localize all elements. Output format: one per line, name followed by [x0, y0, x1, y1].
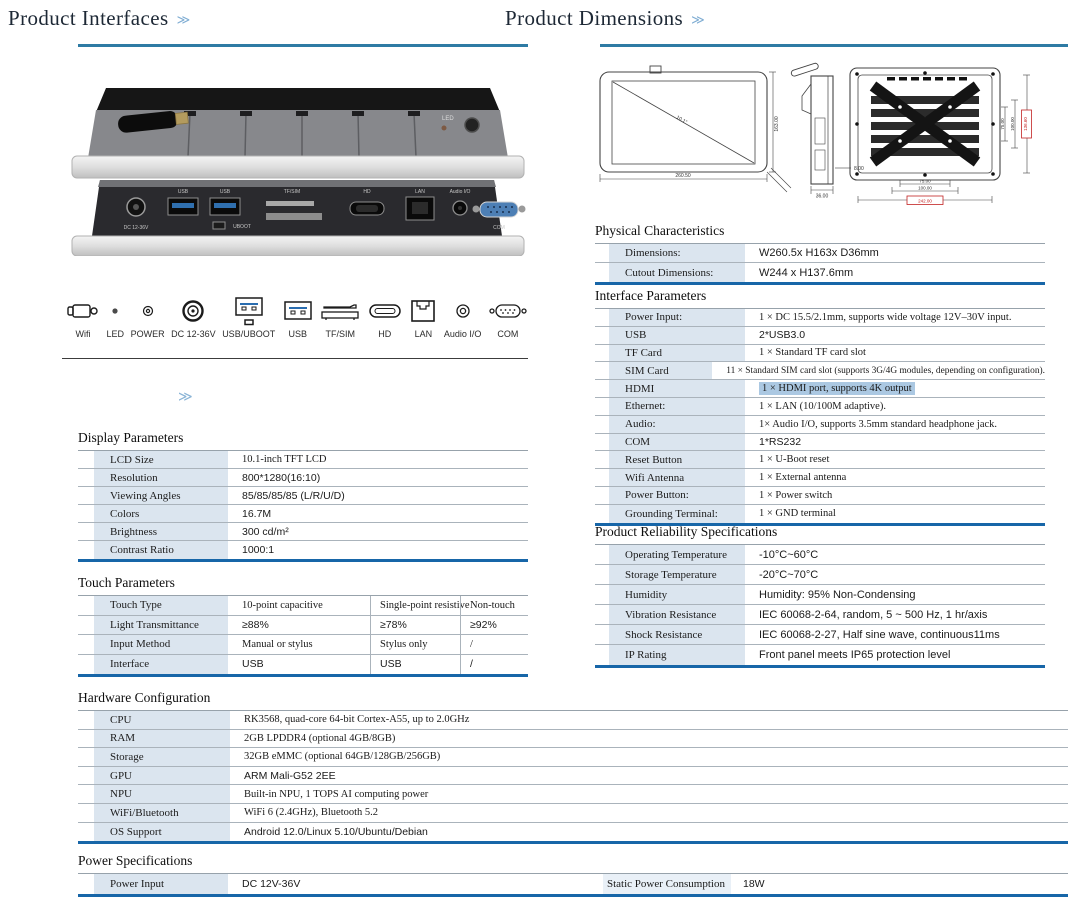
legend-item-power: POWER: [131, 296, 165, 339]
table-row: HDMI 1 × HDMI port, supports 4K output: [595, 380, 1045, 398]
port-label-dc: DC 12-36V: [123, 225, 149, 231]
dimension-drawings: [595, 56, 1071, 220]
table-row: Touch Type 10-point capacitive Single-point resistive Non-touch: [78, 596, 528, 616]
table-row: Operating Temperature -10°C~60°C: [595, 545, 1045, 565]
table-row: COM 1*RS232: [595, 434, 1045, 452]
table-row: Input Method Manual or stylus Stylus only /: [78, 635, 528, 655]
table-row: GPU ARM Mali-G52 2EE: [78, 767, 1068, 786]
legend-item-hd: HD: [367, 296, 403, 339]
port-label-audio: Audio I/O: [449, 189, 471, 195]
table-row: CPU RK3568, quad-core 64-bit Cortex-A55, up to 2.0GHz: [78, 711, 1068, 730]
audio-icon: [453, 296, 473, 326]
table-row: Storage Temperature -20°C~70°C: [595, 565, 1045, 585]
table-row: Power Input: 1 × DC 15.5/2.1mm, supports wide voltage 12V–30V input.: [595, 309, 1045, 327]
reliability-section: [595, 524, 1045, 668]
table-row: USB 2*USB3.0: [595, 327, 1045, 345]
dim-side-offset: 8.00: [854, 166, 864, 172]
table-row: Colors 16.7M: [78, 505, 528, 523]
power-specifications-table: [78, 873, 1068, 897]
table-row: TF Card 1 × Standard TF card slot: [595, 345, 1045, 363]
port-label-com: COM: [493, 225, 505, 231]
table-row: Wifi Antenna 1 × External antenna: [595, 469, 1045, 487]
legend-item-usb: USB: [282, 296, 314, 339]
table-row: RAM 2GB LPDDR4 (optional 4GB/8GB): [78, 730, 1068, 749]
usb-uboot-icon: [232, 296, 266, 326]
table-row: Interface USB USB /: [78, 655, 528, 675]
spec-value: DC 12V-36V: [242, 878, 301, 890]
photo-top-edge: [72, 88, 524, 178]
physical-characteristics-section: [595, 223, 1045, 285]
legend-item-wifi: Wifi: [66, 296, 100, 339]
section-title: Product Reliability Specifications: [595, 524, 778, 539]
table-row: Reset Button 1 × U-Boot reset: [595, 451, 1045, 469]
reliability-table: [595, 544, 1045, 668]
table-row: IP Rating Front panel meets IP65 protection level: [595, 645, 1045, 665]
port-label-usb1: USB: [177, 189, 189, 195]
interface-parameters-section: [595, 288, 1045, 526]
legend-item-led: LED: [107, 296, 125, 339]
display-parameters-table: [78, 450, 528, 562]
table-row: Contrast Ratio 1000:1: [78, 541, 528, 559]
table-row: Shock Resistance IEC 60068-2-27, Half sine wave, continuous11ms: [595, 625, 1045, 645]
left-divider: [62, 358, 528, 359]
display-parameters-section: [78, 430, 528, 562]
led-label: LED: [442, 116, 454, 122]
table-row: Ethernet: 1 × LAN (10/100M adaptive).: [595, 398, 1045, 416]
section-title: Power Specifications: [78, 853, 193, 868]
lan-icon: [409, 296, 437, 326]
legend-item-usb-uboot: USB/UBOOT: [222, 296, 275, 339]
interface-parameters-table: [595, 308, 1045, 526]
hardware-configuration-table: [78, 710, 1068, 844]
port-label-uboot: UBOOT: [233, 224, 251, 230]
table-row: SIM Card 11 × Standard SIM card slot (supports 3G/4G modules, depending on configuration).: [595, 362, 1045, 380]
table-row: Storage 32GB eMMC (optional 64GB/128GB/256GB): [78, 748, 1068, 767]
dim-back-vesa-w2: 100.00: [918, 185, 932, 191]
table-row: NPU Built-in NPU, 1 TOPS AI computing power: [78, 785, 1068, 804]
power-specifications-section: [78, 853, 1068, 897]
spec-label: Power Input: [94, 874, 228, 894]
dc-jack-icon: [180, 296, 206, 326]
dim-front-height: 163.00: [774, 116, 780, 132]
table-row: Light Transmittance ≥88% ≥78% ≥92%: [78, 616, 528, 636]
spec-label: Static Power Consumption: [603, 874, 731, 894]
right-section-title: [505, 6, 705, 31]
right-title-text: Product Dimensions: [505, 6, 684, 30]
section-title: Touch Parameters: [78, 575, 175, 590]
table-row: Viewing Angles 85/85/85/85 (L/R/U/D): [78, 487, 528, 505]
touch-parameters-table: [78, 595, 528, 677]
left-heading-underline: [78, 44, 528, 47]
port-label-tfsim: TF/SIM: [283, 189, 301, 195]
section-title: Physical Characteristics: [595, 223, 725, 238]
usb-icon: [282, 296, 314, 326]
touch-parameters-section: [78, 575, 528, 677]
dim-back-cutout-w: 242.00: [918, 198, 932, 204]
table-row: Grounding Terminal: 1 × GND terminal: [595, 505, 1045, 523]
com-icon: [488, 296, 528, 326]
table-row: Power Button: 1 × Power switch: [595, 487, 1045, 505]
chevron-icon: ≫: [176, 12, 191, 27]
table-row: Resolution 800*1280(16:10): [78, 469, 528, 487]
dim-back-vesa-w1: 75.00: [919, 178, 931, 184]
interface-legend: [66, 296, 528, 339]
product-photos: [70, 80, 528, 256]
spec-value: 18W: [743, 878, 765, 890]
dim-side-depth: 36.00: [815, 193, 829, 200]
physical-characteristics-table: [595, 243, 1045, 285]
section-title: Interface Parameters: [595, 288, 707, 303]
port-label-lan: LAN: [415, 189, 425, 195]
legend-item-dc: DC 12-36V: [171, 296, 216, 339]
legend-item-tf-sim: TF/SIM: [320, 296, 360, 339]
dim-back-vesa-h2: 100.00: [1010, 117, 1015, 131]
dim-back-vesa-h1: 75.00: [1000, 118, 1005, 130]
table-row: Brightness 300 cd/m²: [78, 523, 528, 541]
port-label-hd: HD: [363, 189, 371, 195]
chevron-icon: ≫: [178, 388, 193, 404]
port-label-usb2: USB: [219, 189, 231, 195]
section-title: Display Parameters: [78, 430, 184, 445]
table-row: Dimensions: W260.5x H163x D36mm: [595, 244, 1045, 263]
table-row: Humidity Humidity: 95% Non-Condensing: [595, 585, 1045, 605]
table-row: Cutout Dimensions: W244 x H137.6mm: [595, 263, 1045, 282]
table-row: Vibration Resistance IEC 60068-2-64, random, 5 ~ 500 Hz, 1 hr/axis: [595, 605, 1045, 625]
table-row: WiFi/Bluetooth WiFi 6 (2.4GHz), Bluetooth 5.2: [78, 804, 1068, 823]
tf-sim-icon: [320, 296, 360, 326]
table-row: LCD Size 10.1-inch TFT LCD: [78, 451, 528, 469]
dim-back-cutout-h: 136.60: [1023, 117, 1028, 131]
legend-item-lan: LAN: [409, 296, 437, 339]
hdmi-icon: [367, 296, 403, 326]
led-icon: [108, 296, 122, 326]
dim-front-width: 260.50: [675, 173, 691, 179]
highlighted-text: 1 × HDMI port, supports 4K output: [759, 382, 915, 395]
hardware-configuration-section: [78, 690, 1068, 844]
chevron-icon: ≫: [691, 12, 706, 27]
photo-bottom-edge: [72, 180, 526, 256]
dim-front-diagonal: 10.1": [675, 114, 688, 126]
legend-item-com: COM: [488, 296, 528, 339]
right-heading-underline: [600, 44, 1068, 47]
left-title-text: Product Interfaces: [8, 6, 169, 30]
wifi-icon: [66, 296, 100, 326]
power-icon: [140, 296, 156, 326]
table-row: Audio: 1× Audio I/O, supports 3.5mm standard headphone jack.: [595, 416, 1045, 434]
section-title: Hardware Configuration: [78, 690, 211, 705]
table-row: OS Support Android 12.0/Linux 5.10/Ubuntu/Debian: [78, 823, 1068, 842]
table-row: [78, 874, 1068, 894]
left-section-title: [8, 6, 191, 31]
legend-item-audio: Audio I/O: [444, 296, 482, 339]
